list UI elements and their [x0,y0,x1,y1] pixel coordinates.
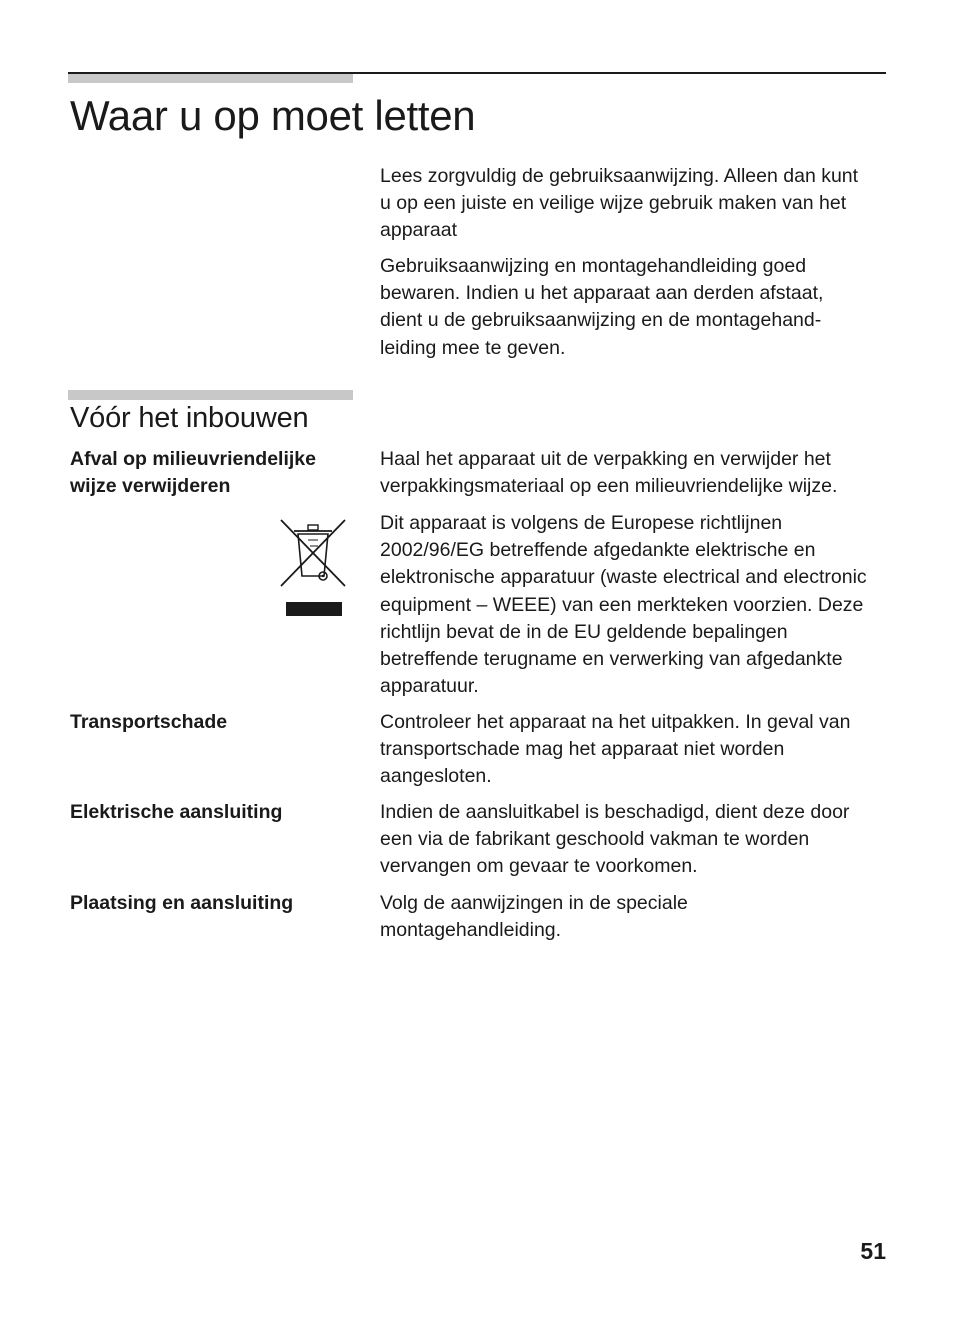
page-title: Waar u op moet letten [70,92,476,139]
intro-paragraph-2: Gebruiksaanwijzing en montagehandleiding goed bewaren. Indien u het apparaat aan derden afstaat, dient u de gebruiksaanwijzing en de montagehand-leiding mee te geven. [380,255,824,359]
text-weee: Dit apparaat is volgens de Europese richtlijnen 2002/96/EG betreffende afgedankte elektrische en elektronische apparatuur (waste electrical and electronic equipment – WEEE) van een merkteken voorzien. Deze richtlijn bevat de in de EU geldende bepalingen betreffende terugname en verwerking van afgedankte apparatuur. [380,512,867,698]
section-grey-rule [68,390,353,400]
intro-paragraph-1: Lees zorgvuldig de gebruiksaanwijzing. Alleen dan kunt u op een juiste en veilige wijze gebruik maken van het apparaat [380,165,859,242]
text-transportschade: Controleer het apparaat na het uitpakken. In geval van transportschade mag het apparaat niet worden aangesloten. [380,711,851,788]
weee-icon [278,514,348,618]
label-afval: Afval op milieuvriendelijke wijze verwijderen [70,448,316,498]
text-plaatsing: Volg de aanwijzingen in de speciale montagehandleiding. [380,892,688,942]
label-transportschade: Transportschade [70,711,228,733]
top-black-rule [68,72,886,74]
text-afval: Haal het apparaat uit de verpakking en verwijder het verpakkingsmateriaal op een milieuvriendelijke wijze. [380,448,838,498]
label-plaatsing: Plaatsing en aansluiting [70,892,294,914]
section-title: Vóór het inbouwen [70,402,309,434]
label-elektrische-aansluiting: Elektrische aansluiting [70,801,283,823]
text-elektrische-aansluiting: Indien de aansluitkabel is beschadigd, dient deze door een via de fabrikant geschoold vakman te worden vervangen om gevaar te voorkomen. [380,801,850,878]
page-number: 51 [860,1238,886,1264]
top-grey-rule [68,73,353,83]
crossed-out-wheelie-bin-icon [278,514,348,618]
